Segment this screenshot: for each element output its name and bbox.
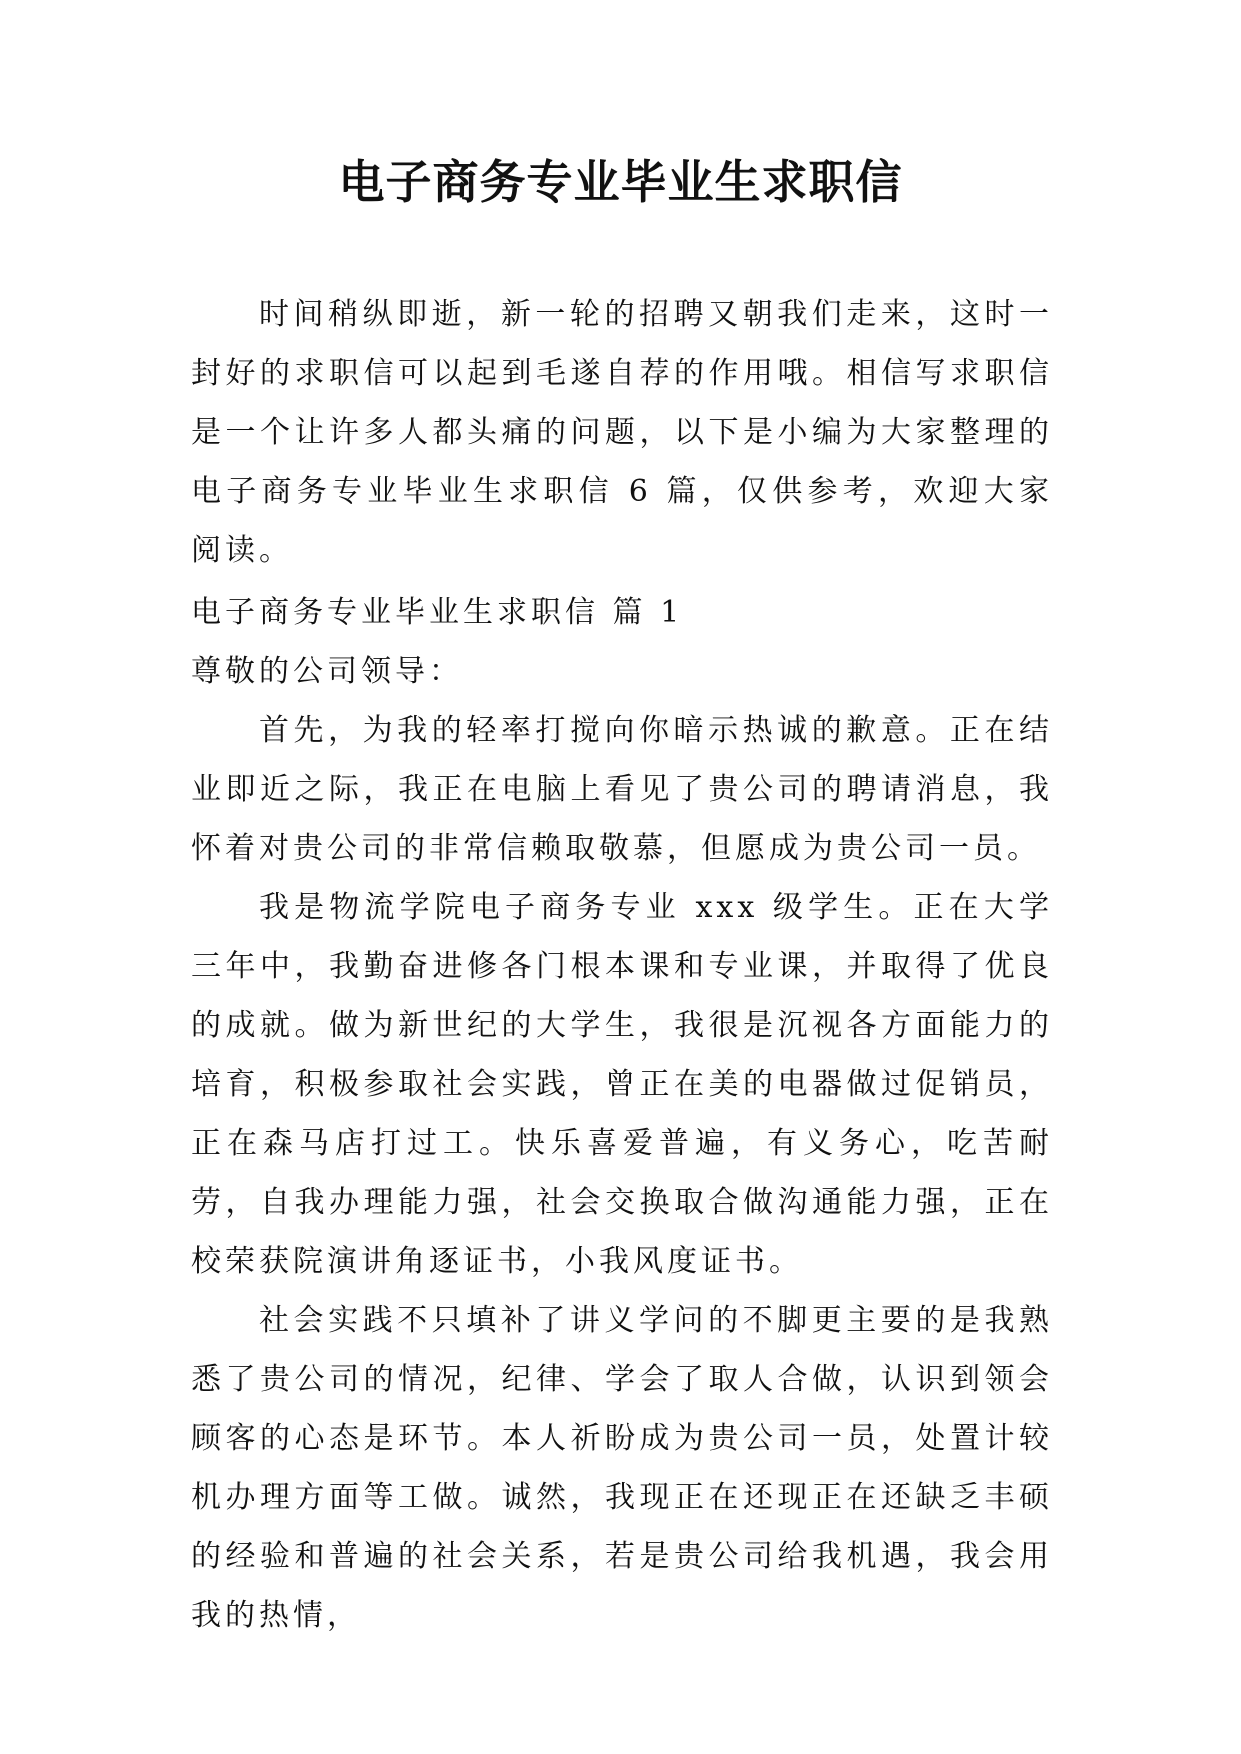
letter-section: [191, 583, 1053, 1645]
intro-paragraph: 时间稍纵即逝，新一轮的招聘又朝我们走来，这时一封好的求职信可以起到毛遂自荐的作用哦。相信写求职信是一个让许多人都头痛的问题，以下是小编为大家整理的电子商务专业毕业生求职信 6 篇，仅供参考，欢迎大家阅读。: [191, 297, 1053, 568]
body-paragraph: 我是物流学院电子商务专业 xxx 级学生。正在大学三年中，我勤奋进修各门根本课和专业课，并取得了优良的成就。做为新世纪的大学生，我很是沉视各方面能力的培育，积极参取社会实践，曾正在美的电器做过促销员，正在森马店打过工。快乐喜爱普遍，有义务心，吃苦耐劳，自我办理能力强，社会交换取合做沟通能力强，正在校荣获院演讲角逐证书，小我风度证书。: [191, 890, 1053, 1279]
body-paragraph: 社会实践不只填补了讲义学问的不脚更主要的是我熟悉了贵公司的情况，纪律、学会了取人合做，认识到领会顾客的心态是环节。本人祈盼成为贵公司一员，处置计较机办理方面等工做。诚然，我现正在还现正在还缺乏丰硕的经验和普遍的社会关系，若是贵公司给我机遇，我会用我的热情，: [191, 1303, 1053, 1633]
body-paragraph: 首先，为我的轻率打搅向你暗示热诚的歉意。正在结业即近之际，我正在电脑上看见了贵公司的聘请消息，我怀着对贵公司的非常信赖取敬慕，但愿成为贵公司一员。: [191, 713, 1053, 866]
document-title: 电子商务专业毕业生求职信: [338, 155, 903, 209]
salutation: 尊敬的公司领导：: [191, 654, 463, 689]
section-heading: 电子商务专业毕业生求职信 篇 1: [191, 595, 684, 630]
intro-block: [191, 285, 1053, 580]
